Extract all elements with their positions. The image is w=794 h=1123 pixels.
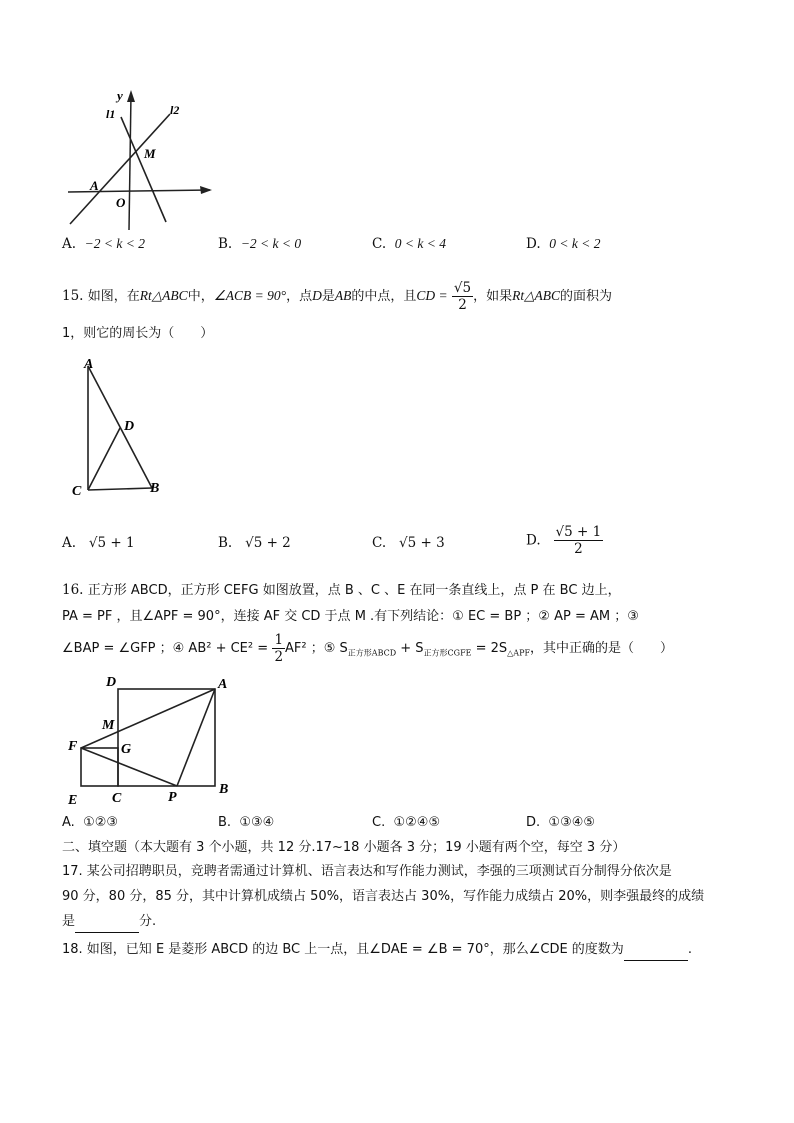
label-B: B [219,782,229,797]
q15-stem-line2: 1，则它的周长为（ ） [62,326,214,341]
option-text: −2 < k < 2 [84,236,145,251]
option-text: ①③④ [239,815,275,830]
question-number: 15. [62,288,84,304]
option-letter: B. [218,535,233,551]
option-text: √5 + 1 [88,535,135,551]
option-letter: A. [62,815,75,830]
option-letter: A. [62,236,77,252]
y-axis-arrow-icon [127,90,135,102]
x-axis-arrow-icon [200,186,212,194]
option-text: −2 < k < 0 [240,236,302,251]
option-text: √5 + 2 [245,535,291,551]
q14-option-a [62,236,145,252]
subscript: 正方形CGFE [423,648,472,658]
q14-option-b [218,236,301,252]
text: 如图，在 [87,289,140,304]
answer-blank[interactable] [75,912,139,933]
q16-option-c [372,815,440,830]
segment-CB [88,488,152,490]
option-text: 0 < k < 2 [549,236,601,251]
text: 分. [139,914,157,929]
option-letter: B. [218,815,232,830]
option-letter: C. [372,535,387,551]
text: . [687,942,692,957]
q17-stem-line3 [62,912,156,933]
sqrt5-over-2-fraction [452,280,473,313]
denominator: 2 [458,297,467,313]
option-letter: A. [62,535,77,551]
q15-figure [66,352,176,502]
line-l1 [121,117,166,222]
option-letter: B. [218,236,233,252]
option-fraction [554,524,604,557]
label-E: E [68,793,78,808]
math: AB [334,288,352,303]
label-l2: l2 [170,103,180,117]
text: 18. 如图，已知 E 是菱形 ABCD 的边 BC 上一点，且∠DAE = ∠B = 70°，那么∠CDE 的度数为 [62,942,624,957]
option-letter: D. [526,815,541,830]
label-A: A [90,178,99,193]
label-D: D [124,419,135,434]
label-l1: l1 [106,107,116,121]
label-y: y [117,88,123,103]
label-P: P [168,790,177,805]
math: ∠ACB = 90° [213,288,287,303]
q15-option-a [62,535,135,551]
option-text: ①②④⑤ [393,815,441,830]
label-D: D [106,675,117,690]
text: 中， [187,289,214,304]
text: 的中点，且 [351,289,417,304]
text: AF² ；⑤ S [285,641,348,656]
denominator: 2 [574,541,583,557]
option-text: √5 + 3 [399,535,445,551]
section-heading: 二、填空题（本大题有 3 个小题，共 12 分.17~18 小题各 3 分；19 小题有两个空，每空 3 分） [62,840,626,855]
text: 正方形 ABCD，正方形 CEFG 如图放置，点 B 、C 、E 在同一条直线上，点 P 在 BC 边上， [87,583,621,598]
label-F: F [68,739,78,754]
numerator: √5 + 1 [555,524,602,540]
q16-option-d [526,815,595,830]
label-M: M [102,718,115,733]
math: Rt△ABC [512,288,561,303]
math: Rt△ABC [139,288,188,303]
label-M: M [144,146,156,161]
option-letter: C. [372,815,386,830]
label-C: C [112,791,122,806]
segment-CD [88,428,120,490]
text: ，如果 [473,289,513,304]
option-text: 0 < k < 4 [394,236,446,251]
q16-stem-line2: PA = PF ，且∠APF = 90°，连接 AF 交 CD 于点 M .有下列结论：① EC = BP ；② AP = AM ；③ [62,609,639,624]
text: + S [396,641,424,656]
text: 是 [321,289,335,304]
math: D [312,288,322,303]
answer-blank[interactable] [624,940,688,961]
q15-option-c [372,535,445,551]
q14-option-d [526,236,600,252]
text: ∠BAP = ∠GFP ；④ AB² + CE² = [62,641,269,656]
q15-stem-line1 [62,280,612,313]
square-CEFG [81,748,118,786]
text: ，其中正确的是（ ） [530,641,674,656]
q14-option-c [372,236,446,252]
subscript: 正方形ABCD [347,648,397,658]
text: 是 [62,914,76,929]
q17-stem-line1: 17. 某公司招聘职员，竞聘者需通过计算机、语言表达和写作能力测试，李强的三项测试百分制得分依次是 [62,864,672,879]
option-letter: D. [526,236,541,252]
q16-figure [62,672,242,812]
square-ABCD [118,689,215,786]
q16-option-b [218,815,274,830]
q16-stem-line1 [62,580,621,601]
q14-figure [62,82,222,232]
label-A: A [218,677,228,692]
text: 的面积为 [560,289,613,304]
half-fraction [272,632,285,665]
text: = 2S [471,641,508,656]
text: ，点 [286,289,313,304]
q15-option-b [218,535,291,551]
numerator: √5 [453,280,472,296]
math: CD = [416,288,448,303]
option-text: ①②③ [83,815,119,830]
label-G: G [121,742,132,757]
y-axis [129,94,131,230]
q16-option-a [62,815,118,830]
label-A: A [84,357,94,372]
q16-stem-line3 [62,632,673,665]
subscript: △APF [507,648,531,658]
question-number: 16. [62,582,84,598]
option-letter: C. [372,236,387,252]
q17-stem-line2: 90 分，80 分，85 分，其中计算机成绩占 50%，语言表达占 30%，写作能力成绩占 20%，则李强最终的成绩 [62,889,705,904]
denominator: 2 [274,649,284,665]
numerator: 1 [274,632,284,648]
label-B: B [150,481,160,496]
label-O: O [116,195,126,210]
q18-stem-line1 [62,940,692,961]
option-text: ①③④⑤ [548,815,596,830]
q15-option-d [526,524,603,557]
option-letter: D. [526,532,541,549]
label-C: C [72,484,82,499]
